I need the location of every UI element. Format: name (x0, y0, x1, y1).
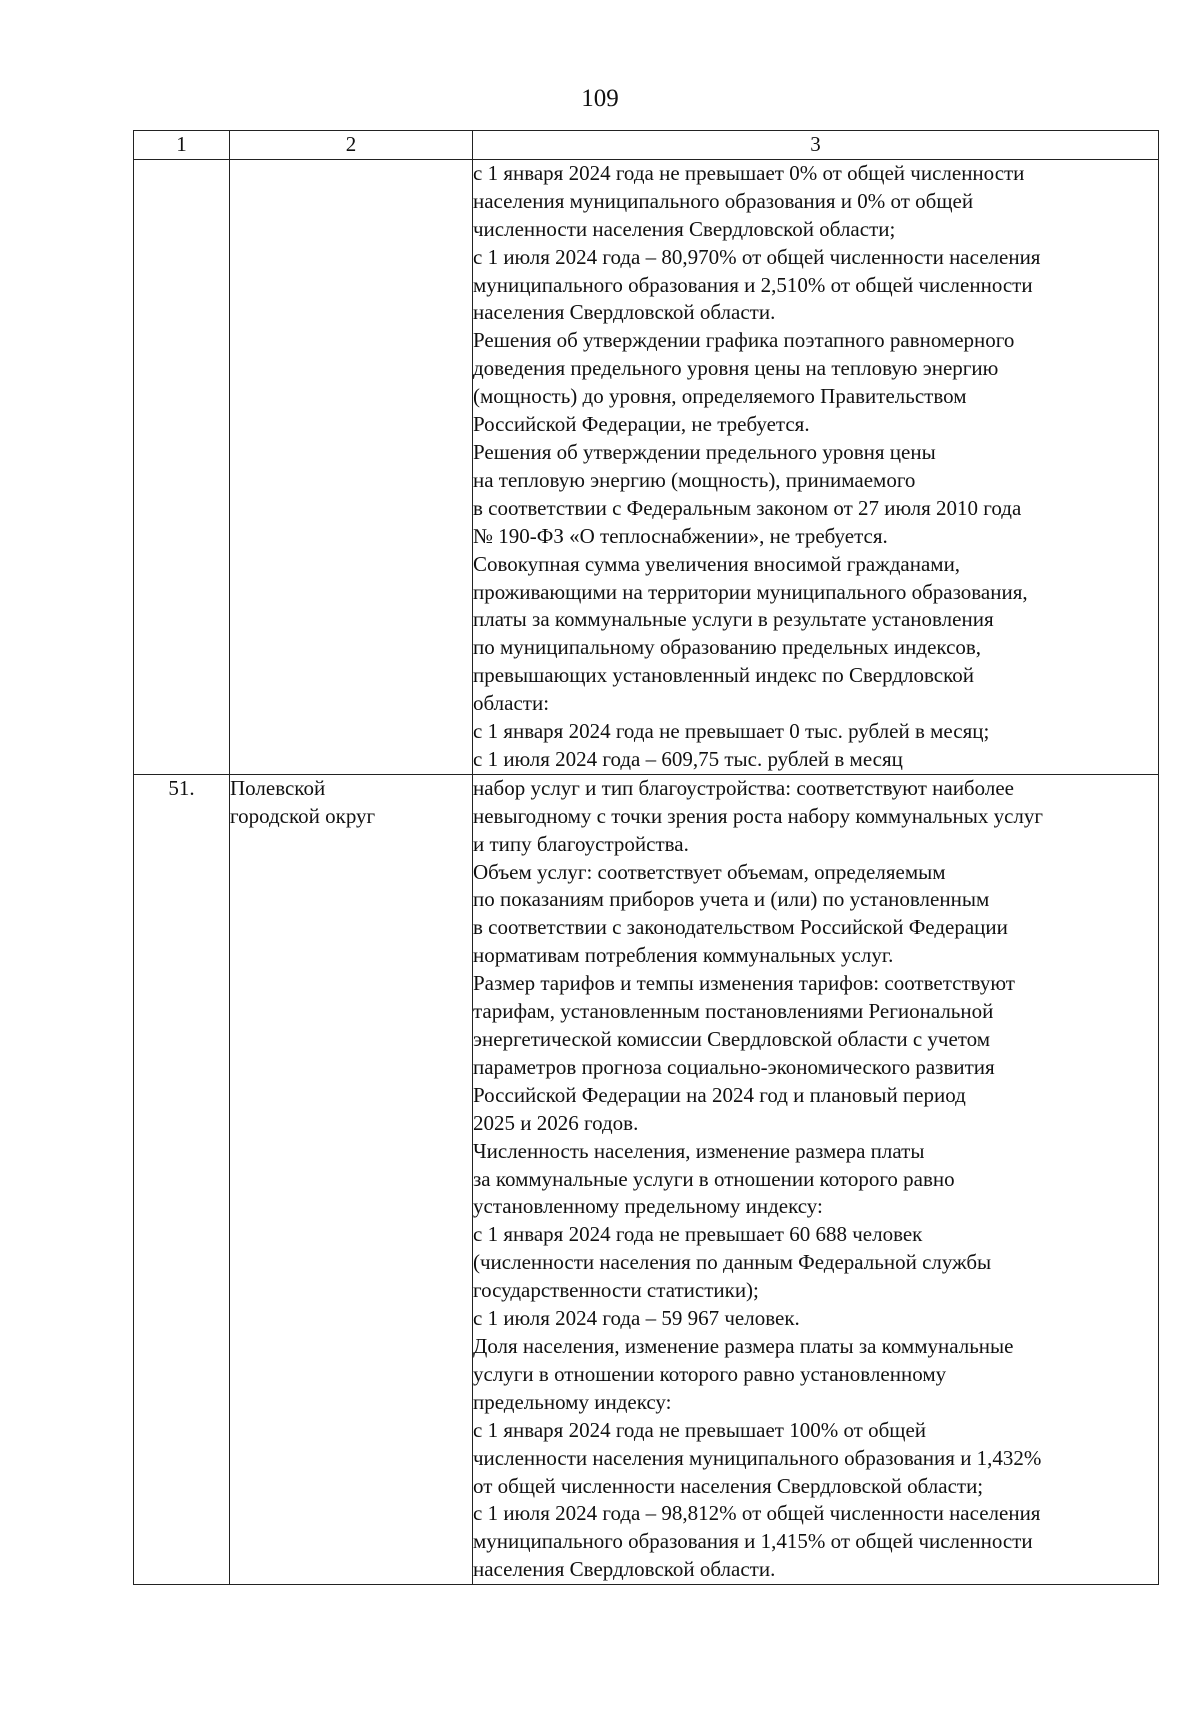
description-line: Совокупная сумма увеличения вносимой гражданами, (473, 551, 961, 576)
municipality-name-line: городской округ (230, 803, 376, 828)
description-line: Размер тарифов и темпы изменения тарифов: соответствуют (473, 971, 1015, 996)
column-header-3: 3 (473, 131, 1159, 160)
table-row (134, 159, 1159, 774)
description-line: с 1 июля 2024 года – 80,970% от общей численности населения (473, 244, 1041, 269)
description-line: Объем услуг: соответствует объемам, определяемым (473, 859, 946, 884)
description-line: № 190-ФЗ «О теплоснабжении», не требуется. (473, 523, 888, 548)
description-line: с 1 января 2024 года не превышает 0 тыс. рублей в месяц; (473, 719, 990, 744)
description-line: численности населения муниципального образования и 1,432% (473, 1445, 1042, 1470)
municipality-name-line: Полевской (230, 775, 326, 800)
description-line: за коммунальные услуги в отношении которого равно (473, 1166, 955, 1191)
description-line: муниципального образования и 2,510% от общей численности (473, 272, 1033, 297)
description-line: набор услуг и тип благоустройства: соответствуют наиболее (473, 775, 1014, 800)
description-line: Российской Федерации, не требуется. (473, 412, 810, 437)
description-line: тарифам, установленным постановлениями Региональной (473, 999, 994, 1024)
description-line: по муниципальному образованию предельных индексов, (473, 635, 982, 660)
description-line: в соответствии с Федеральным законом от 27 июля 2010 года (473, 495, 1022, 520)
description-line: с 1 июля 2024 года – 609,75 тыс. рублей в месяц (473, 746, 903, 771)
description-line: (мощность) до уровня, определяемого Правительством (473, 384, 967, 409)
description-line: с 1 января 2024 года не превышает 100% от общей (473, 1417, 927, 1442)
description-line: с 1 июля 2024 года – 98,812% от общей численности населения (473, 1501, 1041, 1526)
table-row (134, 774, 1159, 1584)
description-cell (473, 159, 1159, 774)
description-line: Решения об утверждении графика поэтапного равномерного (473, 328, 1015, 353)
municipality-name (230, 159, 473, 774)
description-line: населения Свердловской области. (473, 1557, 776, 1582)
description-cell (473, 774, 1159, 1584)
description-line: и типу благоустройства. (473, 831, 689, 856)
description-line: на тепловую энергию (мощность), принимаемого (473, 467, 916, 492)
description-line: предельному индексу: (473, 1389, 672, 1414)
description-line: 2025 и 2026 годов. (473, 1110, 639, 1135)
description-line: Доля населения, изменение размера платы за коммунальные (473, 1333, 1014, 1358)
row-number (134, 159, 230, 774)
description-line: области: (473, 691, 550, 716)
description-line: муниципального образования и 1,415% от общей численности (473, 1529, 1033, 1554)
column-header-1: 1 (134, 131, 230, 160)
municipality-name (230, 774, 473, 1584)
description-line: в соответствии с законодательством Российской Федерации (473, 915, 1008, 940)
description-line: с 1 января 2024 года не превышает 60 688 человек (473, 1222, 923, 1247)
table-body (134, 159, 1159, 1584)
description-line: Решения об утверждении предельного уровня цены (473, 439, 936, 464)
description-line: услуги в отношении которого равно установленному (473, 1361, 947, 1386)
description-line: установленному предельному индексу: (473, 1194, 823, 1219)
description-line: населения муниципального образования и 0% от общей (473, 188, 974, 213)
page-number: 109 (581, 85, 619, 112)
description-line: платы за коммунальные услуги в результате установления (473, 607, 994, 632)
table-header-row (134, 131, 1159, 160)
description-line: Численность населения, изменение размера платы (473, 1138, 925, 1163)
description-line: по показаниям приборов учета и (или) по установленным (473, 887, 990, 912)
description-line: доведения предельного уровня цены на тепловую энергию (473, 356, 999, 381)
row-number: 51. (134, 774, 230, 1584)
description-line: с 1 июля 2024 года – 59 967 человек. (473, 1306, 800, 1331)
description-line: параметров прогноза социально-экономического развития (473, 1054, 995, 1079)
description-line: превышающих установленный индекс по Свердловской (473, 663, 974, 688)
document-table (133, 130, 1159, 1585)
description-line: проживающими на территории муниципального образования, (473, 579, 1028, 604)
description-line: населения Свердловской области. (473, 300, 776, 325)
description-line: от общей численности населения Свердловской области; (473, 1473, 984, 1498)
description-line: энергетической комиссии Свердловской области с учетом (473, 1027, 991, 1051)
description-line: Российской Федерации на 2024 год и плановый период (473, 1082, 966, 1107)
description-line: нормативам потребления коммунальных услуг. (473, 943, 894, 968)
description-line: государственности статистики); (473, 1278, 759, 1303)
description-line: невыгодному с точки зрения роста набору коммунальных услуг (473, 803, 1044, 828)
description-line: с 1 января 2024 года не превышает 0% от общей численности (473, 160, 1025, 185)
description-line: численности населения Свердловской области; (473, 216, 896, 241)
column-header-2: 2 (230, 131, 473, 160)
description-line: (численности населения по данным Федеральной службы (473, 1250, 992, 1275)
